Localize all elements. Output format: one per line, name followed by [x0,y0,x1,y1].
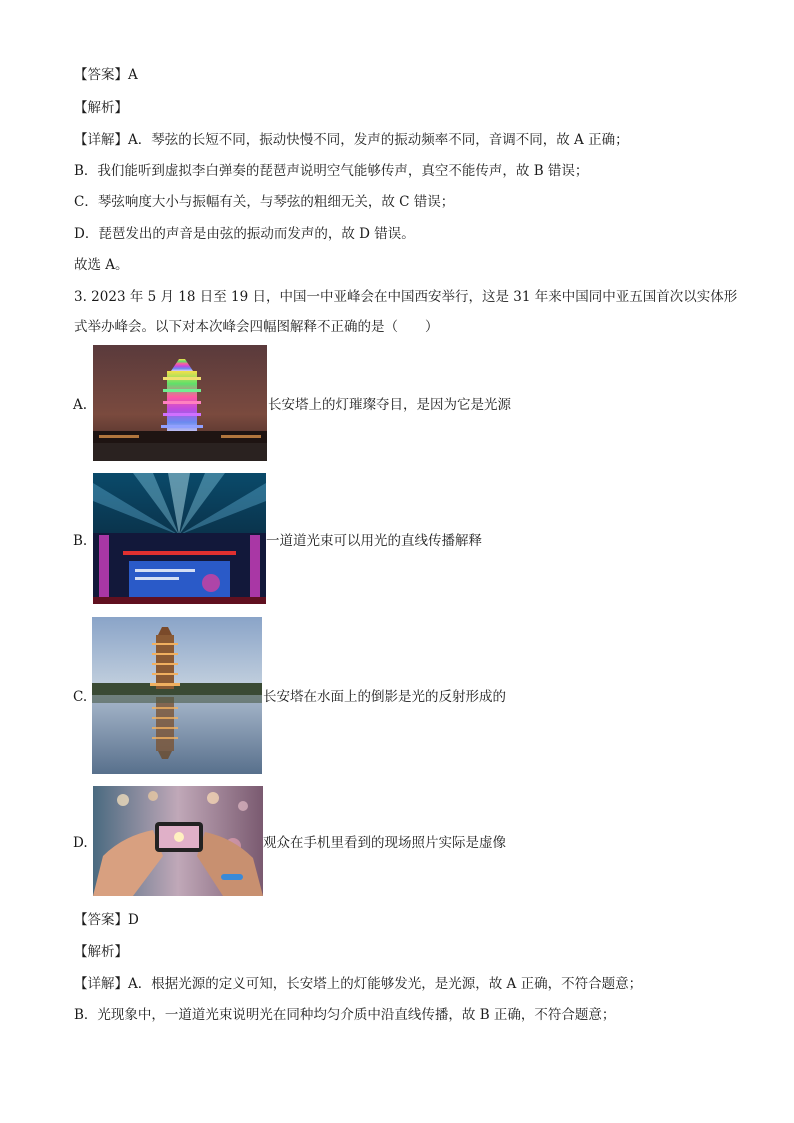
option-b-image-light-beams-stage [93,473,266,604]
option-a-text: 长安塔上的灯璀璨夺目，是因为它是光源 [268,397,511,413]
explanation-line-c: C．琴弦响度大小与振幅有关，与琴弦的粗细无关，故 C 错误； [74,194,455,210]
question-3-line-2: 式举办峰会。以下对本次峰会四幅图解释不正确的是（ ） [74,319,439,335]
answer-label: 【答案】A [74,67,138,83]
conclusion-line: 故选 A。 [74,257,129,273]
option-d-text: 观众在手机里看到的现场照片实际是虚像 [263,835,506,851]
option-c-label: C. [73,689,88,705]
question-3-line-1: 3. 2023 年 5 月 18 日至 19 日，中国一中亚峰会在中国西安举行，这是 31 年来中国同中亚五国首次以实体形 [74,289,738,305]
option-b-label: B. [73,533,88,549]
option-c-text: 长安塔在水面上的倒影是光的反射形成的 [263,689,506,705]
option-d-image-phone-photo [93,786,263,896]
detail-line-2: 【详解】A．根据光源的定义可知，长安塔上的灯能够发光，是光源，故 A 正确，不符合题意； [74,976,643,992]
answer-label-2: 【答案】D [74,912,139,928]
explanation-line-b: B．我们能听到虚拟李白弹奏的琵琶声说明空气能够传声，真空不能传声，故 B 错误； [74,163,589,179]
option-b-text: 一道道光束可以用光的直线传播解释 [266,533,482,549]
detail-line: 【详解】A．琴弦的长短不同，振动快慢不同，发声的振动频率不同，音调不同，故 A 正确； [74,132,629,148]
option-d-label: D. [73,835,88,851]
analysis-label: 【解析】 [74,100,128,116]
explanation-line-b-2: B．光现象中，一道道光束说明光在同种均匀介质中沿直线传播，故 B 正确，不符合题意； [74,1007,616,1023]
option-a-label: A. [73,397,88,413]
analysis-label-2: 【解析】 [74,944,128,960]
explanation-line-d: D．琵琶发出的声音是由弦的振动而发声的，故 D 错误。 [74,226,415,242]
option-a-image-lit-pagoda [93,345,267,461]
option-c-image-pagoda-reflection [92,617,262,774]
